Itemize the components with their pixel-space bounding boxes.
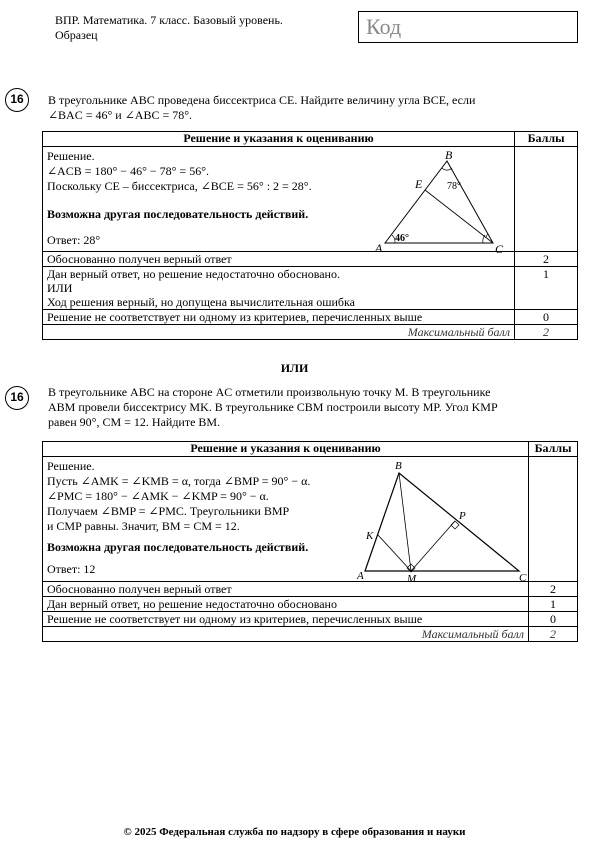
task2-solution-title: Решение. xyxy=(47,459,95,473)
criterion-row-text: Решение не соответствует ни одному из критериев, перечисленных выше xyxy=(43,310,515,325)
task-number-badge: 16 xyxy=(5,386,29,410)
vertex-k-label: K xyxy=(366,530,374,542)
criterion-row-text xyxy=(43,267,515,310)
max-score-label: Максимальный балл xyxy=(43,627,529,642)
right-angle-mark-p xyxy=(451,521,459,529)
max-score-value: 2 xyxy=(529,627,578,642)
task2-solution-line2: ∠PMC = 180° − ∠AMK − ∠KMP = 90° − α. xyxy=(47,489,269,503)
task2-solution-cell xyxy=(43,457,529,582)
code-label: Код xyxy=(366,14,402,39)
criterion-row-points: 0 xyxy=(515,310,578,325)
task1-triangle-figure xyxy=(359,149,509,253)
triangle-abc xyxy=(365,473,519,571)
vertex-e-label: E xyxy=(415,177,423,191)
task1-answer: Ответ: 28° xyxy=(47,233,101,247)
task1-solution-title: Решение. xyxy=(47,149,95,163)
task1-solution-cell xyxy=(43,147,515,252)
code-field[interactable] xyxy=(358,11,578,43)
task2-statement-line1: В треугольнике ABC на стороне AC отметили произвольную точку M. В треугольнике xyxy=(48,385,491,399)
task2-answer: Ответ: 12 xyxy=(47,562,96,576)
vertex-a-label: A xyxy=(357,570,364,582)
task1-criteria-table xyxy=(42,131,578,340)
or-separator: ИЛИ xyxy=(280,361,309,375)
task2-solution-line1: Пусть ∠AMK = ∠KMB = α, тогда ∠BMP = 90° − α. xyxy=(47,474,311,488)
criterion-row-text: Решение не соответствует ни одному из критериев, перечисленных выше xyxy=(43,612,529,627)
segment-bm xyxy=(399,473,411,571)
criterion-row-text: Обоснованно получен верный ответ xyxy=(43,582,529,597)
solution-header: Решение и указания к оцениванию xyxy=(43,132,515,147)
criterion-line: Дан верный ответ, но решение недостаточно обосновано. xyxy=(47,267,340,281)
max-score-value: 2 xyxy=(515,325,578,340)
header-subtitle: Образец xyxy=(55,28,98,42)
bisector-mk xyxy=(378,535,411,571)
task-number-badge: 16 xyxy=(5,88,29,112)
task1-solution-line1: ∠ACB = 180° − 46° − 78° = 56°. xyxy=(47,164,209,178)
angle-c-arc2 xyxy=(486,234,488,237)
task2-solution-line4: и CMP равны. Значит, BM = CM = 12. xyxy=(47,519,240,533)
task1-statement-line2: ∠BAC = 46° и ∠ABC = 78°. xyxy=(48,108,193,122)
angle-b-value: 78° xyxy=(447,181,461,192)
task2-alt-note: Возможна другая последовательность действий. xyxy=(47,540,309,554)
criterion-row-points: 2 xyxy=(515,252,578,267)
criterion-row-points: 1 xyxy=(529,597,578,612)
task2-statement xyxy=(48,385,576,430)
points-header: Баллы xyxy=(515,132,578,147)
points-header: Баллы xyxy=(529,442,578,457)
vertex-m-label: M xyxy=(407,573,417,583)
criterion-line: Ход решения верный, но допущена вычислительная ошибка xyxy=(47,295,355,309)
vertex-p-label: P xyxy=(459,510,466,522)
criterion-row-points: 2 xyxy=(529,582,578,597)
angle-a-value: 46° xyxy=(395,233,409,244)
task1-statement-line1: В треугольнике ABC проведена биссектриса CE. Найдите величину угла BCE, если xyxy=(48,93,476,107)
task1-statement xyxy=(48,93,576,123)
vertex-b-label: B xyxy=(445,149,453,162)
altitude-mp xyxy=(411,521,455,571)
task2-criteria-table xyxy=(42,441,578,642)
vertex-c-label: C xyxy=(519,572,527,583)
vertex-a-label: A xyxy=(375,241,383,253)
solution-header: Решение и указания к оцениванию xyxy=(43,442,529,457)
task2-triangle-figure xyxy=(347,459,527,583)
header-title: ВПР. Математика. 7 класс. Базовый уровень. xyxy=(55,13,283,27)
criterion-row-text: Обоснованно получен верный ответ xyxy=(43,252,515,267)
copyright-footer: © 2025 Федеральная служба по надзору в сфере образования и науки xyxy=(123,826,466,838)
vertex-b-label: B xyxy=(395,460,402,472)
task2-solution-line3: Получаем ∠BMP = ∠PMC. Треугольники BMP xyxy=(47,504,290,518)
bisector-ce xyxy=(425,190,493,243)
task2-statement-line2: ABM провели биссектрису MK. В треугольнике CBM построили высоту MP. Угол KMP xyxy=(48,400,498,414)
task1-alt-note: Возможна другая последовательность действий. xyxy=(47,207,309,221)
criterion-line: ИЛИ xyxy=(47,281,73,295)
angle-b-arc xyxy=(442,168,452,170)
criterion-row-points: 1 xyxy=(515,267,578,310)
task2-statement-line3: равен 90°, CM = 12. Найдите BM. xyxy=(48,415,221,429)
criterion-row-text: Дан верный ответ, но решение недостаточно обосновано xyxy=(43,597,529,612)
task1-solution-line2: Поскольку CE – биссектриса, ∠BCE = 56° : 2 = 28°. xyxy=(47,179,312,193)
max-score-label: Максимальный балл xyxy=(43,325,515,340)
vertex-c-label: C xyxy=(495,242,504,253)
criterion-row-points: 0 xyxy=(529,612,578,627)
